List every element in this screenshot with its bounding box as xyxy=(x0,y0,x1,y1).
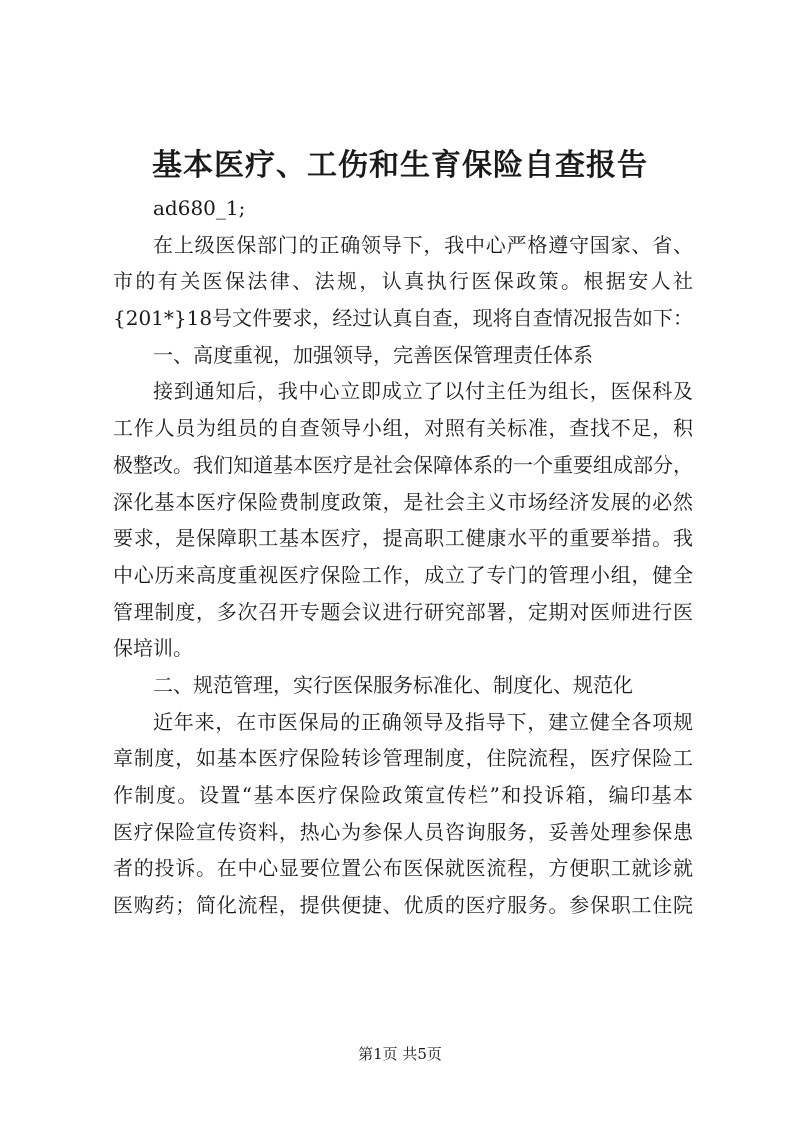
body-line: 医疗保险宣传资料，热心为参保人员咨询服务，妥善处理参保患 xyxy=(113,819,693,844)
body-line: 作制度。设置“基本医疗保险政策宣传栏”和投诉箱，编印基本 xyxy=(113,783,693,807)
body-line: 中心历来高度重视医疗保险工作，成立了专门的管理小组，健全 xyxy=(113,562,693,587)
body-line: 管理制度，多次召开专题会议进行研究部署，定期对医师进行医 xyxy=(113,599,693,624)
body-line: 近年来，在市医保局的正确领导及指导下，建立健全各项规 xyxy=(153,709,693,734)
body-line: 保培训。 xyxy=(113,636,193,661)
body-line: 章制度，如基本医疗保险转诊管理制度，住院流程，医疗保险工 xyxy=(113,746,693,771)
body-line: {201*}18号文件要求，经过认真自查，现将自查情况报告如下： xyxy=(113,306,693,331)
body-line: ad680_1; xyxy=(153,196,246,220)
body-line: 医购药；简化流程，提供便捷、优质的医疗服务。参保职工住院 xyxy=(113,893,693,918)
page-footer: 第1页 共5页 xyxy=(358,1045,442,1063)
section-heading: 二、规范管理，实行医保服务标准化、制度化、规范化 xyxy=(153,672,633,697)
body-line: 工作人员为组员的自查领导小组，对照有关标准，查找不足，积 xyxy=(113,416,693,441)
section-heading: 一、高度重视，加强领导，完善医保管理责任体系 xyxy=(153,342,593,367)
document-title: 基本医疗、工伤和生育保险自查报告 xyxy=(152,148,648,183)
body-line: 深化基本医疗保险费制度政策，是社会主义市场经济发展的必然 xyxy=(113,489,693,514)
body-line: 要求，是保障职工基本医疗，提高职工健康水平的重要举措。我 xyxy=(113,526,693,551)
body-line: 市的有关医保法律、法规，认真执行医保政策。根据安人社 xyxy=(113,269,693,294)
body-line: 在上级医保部门的正确领导下，我中心严格遵守国家、省、 xyxy=(153,232,693,257)
body-line: 接到通知后，我中心立即成立了以付主任为组长，医保科及 xyxy=(153,379,693,404)
document-body xyxy=(113,190,693,924)
body-line: 者的投诉。在中心显要位置公布医保就医流程，方便职工就诊就 xyxy=(113,856,693,881)
body-line: 极整改。我们知道基本医疗是社会保障体系的一个重要组成部分， xyxy=(113,452,693,477)
